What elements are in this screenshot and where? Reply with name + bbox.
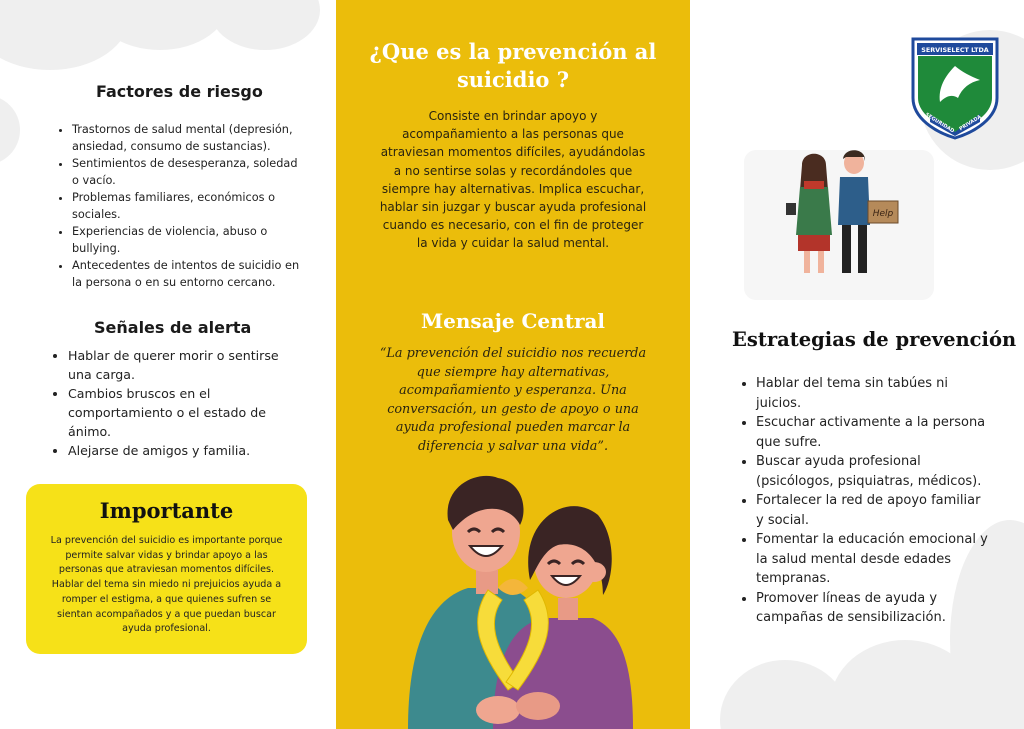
prevention-strategies-list	[738, 374, 988, 628]
decorative-cloud	[0, 95, 20, 165]
list-item: • Fomentar la educación emocional y la salud mental desde edades tempranas.	[756, 530, 988, 589]
help-sign-text: Help	[872, 209, 894, 219]
right-panel	[690, 0, 1024, 729]
central-message-title: Mensaje Central	[420, 309, 606, 333]
list-item: • Promover líneas de ayuda y campañas de sensibilización.	[756, 589, 988, 628]
list-item: • Experiencias de violencia, abuso o bullying.	[72, 223, 306, 257]
logo-top-text: SERVISELECT LTDA	[921, 46, 989, 54]
list-item: • Sentimientos de desesperanza, soledad o vacío.	[72, 155, 306, 189]
list-item: • Antecedentes de intentos de suicidio en la persona o en su entorno cercano.	[72, 257, 306, 291]
list-item: • Problemas familiares, económicos o sociales.	[72, 189, 306, 223]
list-item: • Escuchar activamente a la persona que sufre.	[756, 413, 988, 452]
prevention-strategies-title: Estrategias de prevención	[732, 328, 1017, 351]
list-item: • Fortalecer la red de apoyo familiar y social.	[756, 491, 988, 530]
prevention-question-text: Consiste en brindar apoyo y acompañamiento a las personas que atraviesan momentos difíciles, ayudándolas a no sentirse solas y recordándoles que siempre hay alternativas. Implica escuchar, hablar sin juzgar y buscar ayuda profesional cuando es necesario, con el fin de proteger la vida y cuidar la salud mental.	[379, 109, 647, 251]
sad-people-illustration	[774, 145, 914, 285]
list-item: • Trastornos de salud mental (depresión, ansiedad, consumo de sustancias).	[72, 121, 306, 155]
important-text: La prevención del suicidio es importante porque permite salvar vidas y brindar apoyo a las personas que atraviesan momentos difíciles. Hablar del tema sin miedo ni prejuicios ayuda a romper el estigma, a que quienes sufren se sientan acompañados y a que puedan buscar ayuda profesional.	[50, 535, 283, 635]
list-item: • Hablar de querer morir o sentirse una carga.	[68, 346, 295, 384]
decorative-cloud	[210, 0, 320, 50]
prevention-question-title: ¿Que es la prevención al suicidio ?	[369, 39, 657, 92]
important-box	[26, 484, 307, 654]
important-title: Importante	[99, 498, 234, 523]
central-message-text: “La prevención del suicidio nos recuerda que siempre hay alternativas, acompañamiento y esperanza. Una conversación, un gesto de apoyo o una ayuda profesional pueden marcar la diferencia y salvar una vida”.	[379, 346, 647, 454]
warning-signs-list	[50, 346, 295, 460]
list-item: • Cambios bruscos en el comportamiento o el estado de ánimo.	[68, 384, 295, 441]
middle-panel	[336, 0, 690, 729]
warning-signs-title: Señales de alerta	[94, 318, 252, 337]
list-item: • Buscar ayuda profesional (psicólogos, psiquiatras, médicos).	[756, 452, 988, 491]
list-item: • Alejarse de amigos y familia.	[68, 441, 295, 460]
logo-left-text: SEGURIDAD	[923, 111, 956, 135]
risk-factors-list	[54, 121, 306, 291]
serviselect-logo	[910, 36, 1000, 140]
hugging-couple-illustration	[398, 470, 638, 729]
list-item: • Hablar del tema sin tabúes ni juicios.	[756, 374, 988, 413]
logo-right-text: PRIVADA	[958, 114, 983, 133]
left-panel	[0, 0, 336, 729]
risk-factors-title: Factores de riesgo	[96, 82, 263, 101]
